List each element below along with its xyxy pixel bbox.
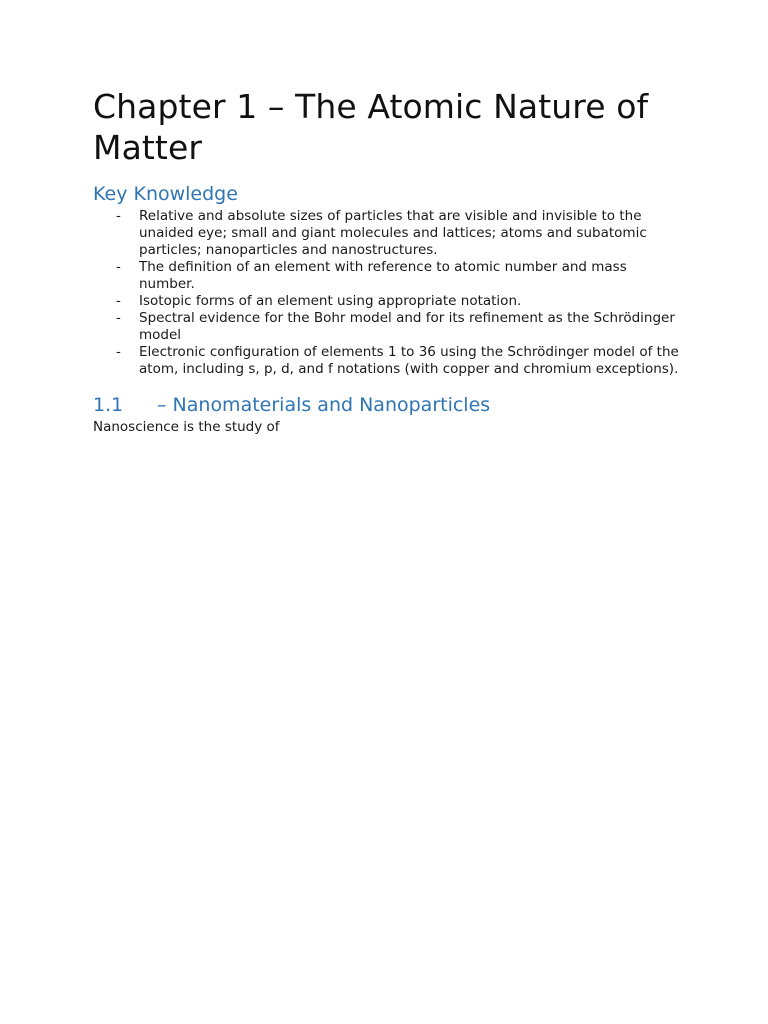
document-page <box>93 86 683 436</box>
bullet-dash: - <box>116 310 121 326</box>
list-item-text: Relative and absolute sizes of particles that are visible and invisible to the unaided eye; small and giant molecules and lattices; atoms and subatomic particles; nanoparticles and nanostructures. <box>139 208 647 258</box>
list-item <box>93 293 683 310</box>
section-heading-1-1 <box>93 393 683 417</box>
bullet-dash: - <box>116 293 121 309</box>
list-item-text: Spectral evidence for the Bohr model and for its refinement as the Schrödinger model <box>139 310 675 343</box>
list-item <box>93 208 683 259</box>
list-item <box>93 310 683 344</box>
bullet-dash: - <box>116 208 121 224</box>
key-knowledge-list <box>93 208 683 378</box>
list-item-text: The definition of an element with reference to atomic number and mass number. <box>139 259 627 292</box>
section-body-text: Nanoscience is the study of <box>93 419 280 435</box>
list-item-text: Electronic configuration of elements 1 to 36 using the Schrödinger model of the atom, including s, p, d, and f notations (with copper and chromium exceptions). <box>139 344 679 377</box>
chapter-title: Chapter 1 – The Atomic Nature of Matter <box>93 87 649 167</box>
section-number: 1.1 <box>93 394 124 416</box>
bullet-dash: - <box>116 259 121 275</box>
list-item <box>93 344 683 378</box>
section-title: – Nanomaterials and Nanoparticles <box>157 394 491 416</box>
key-knowledge-heading: Key Knowledge <box>93 183 238 205</box>
bullet-dash: - <box>116 344 121 360</box>
list-item-text: Isotopic forms of an element using appropriate notation. <box>139 293 522 309</box>
list-item <box>93 259 683 293</box>
